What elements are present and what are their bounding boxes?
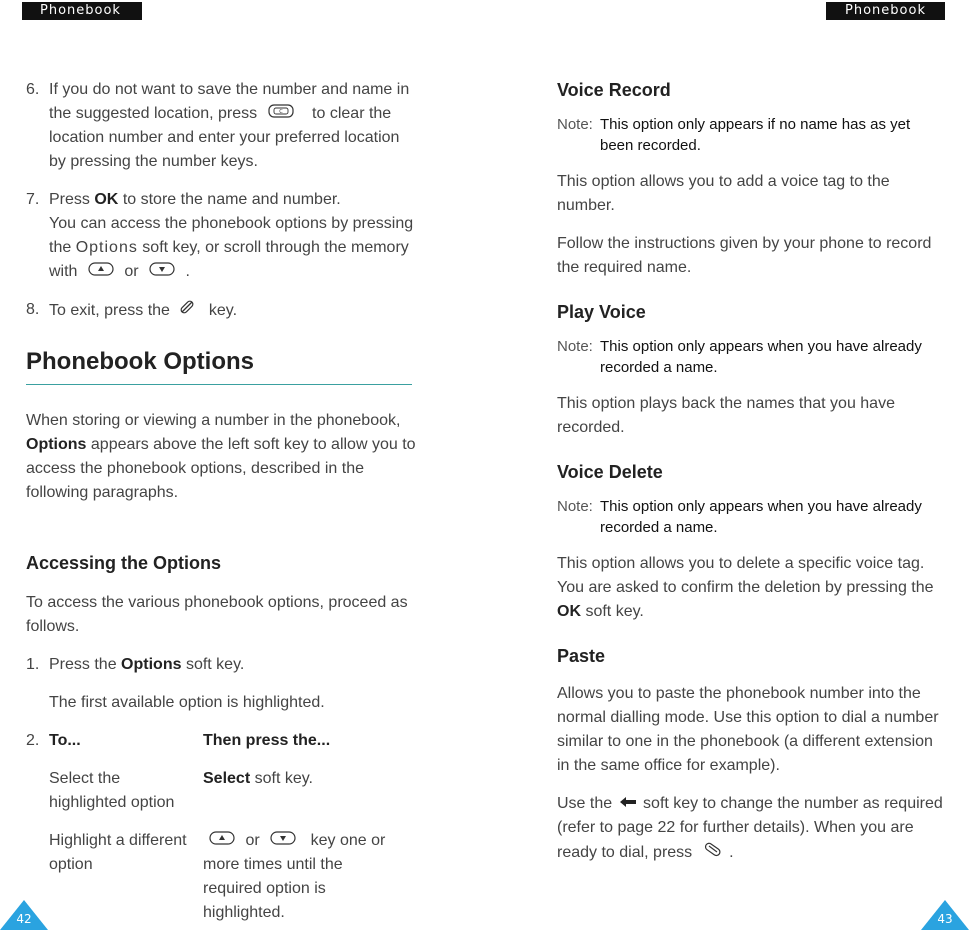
step-8-pre: To exit, press the: [49, 302, 170, 320]
step-7-end: .: [185, 263, 190, 281]
row2-down-key-icon: [270, 829, 296, 853]
row2-action: Highlight a different option: [49, 832, 187, 873]
header-tab-left: Phonebook: [22, 2, 142, 20]
step-7-ok: OK: [94, 191, 119, 209]
row2-result: key one or more times until the required option is highlighted.: [203, 832, 386, 922]
step-8-number: 8.: [26, 301, 40, 319]
voice-record-note-text: This option only appears if no name has as yet been recorded.: [600, 116, 911, 154]
row1-action: Select the highlighted option: [49, 770, 175, 811]
step-6-number: 6.: [26, 81, 40, 98]
step-7-post: to store the name and number.: [122, 191, 341, 209]
paste-heading: Paste: [557, 646, 606, 666]
voice-delete-note-label: Note:: [557, 498, 593, 515]
play-voice-heading: Play Voice: [557, 302, 646, 322]
voice-record-p2: Follow the instructions given by your phone to record the required name.: [557, 235, 932, 276]
step-6-text-post: to clear the location number and enter your preferred location by pressing the number keys.: [49, 105, 400, 171]
intro-pre: When storing or viewing a number in the phonebook,: [26, 412, 401, 429]
col2-heading: Then press the...: [203, 732, 331, 749]
play-voice-p1: This option plays back the names that you have recorded.: [557, 395, 895, 436]
access-step-1-number: 1.: [26, 656, 40, 673]
voice-record-note: [557, 114, 947, 156]
row1-result: soft key.: [254, 770, 313, 787]
step-7-number: 7.: [26, 191, 40, 209]
voice-delete-heading: Voice Delete: [557, 462, 663, 482]
access-step-2-number: 2.: [26, 732, 40, 749]
accessing-heading: Accessing the Options: [26, 553, 222, 573]
row2-or: or: [245, 832, 260, 850]
svg-text:C: C: [278, 109, 283, 115]
page-number-left: 42: [0, 900, 48, 930]
play-voice-note-text: This option only appears when you have already recorded a name.: [600, 338, 922, 376]
access-step-1-pre: Press the: [49, 656, 117, 673]
row1-select: Select: [203, 770, 251, 787]
voice-record-p1: This option allows you to add a voice tag to the number.: [557, 173, 890, 214]
voice-delete-ok: OK: [557, 603, 581, 620]
step-6: [26, 78, 416, 174]
access-step-2-table: [26, 729, 416, 929]
row2-up-key-icon: [209, 829, 235, 853]
paste-p1: Allows you to paste the phonebook number into the normal dialling mode. Use this option to dial a number similar to one in the phonebook (a different extension in the same office for example).: [557, 685, 939, 774]
voice-delete-note-text: This option only appears when you have already recorded a name.: [600, 498, 922, 536]
voice-record-note-label: Note:: [557, 116, 593, 133]
play-voice-note-label: Note:: [557, 338, 593, 355]
right-column: [557, 78, 947, 866]
step-7-line2-mid: soft key, or scroll through the memory with: [49, 239, 409, 281]
intro-paragraph: [26, 409, 416, 505]
play-voice-note: [557, 336, 947, 378]
header-tab-right: Phonebook: [826, 2, 945, 20]
send-key-icon: [703, 840, 723, 866]
col1-heading: To...: [49, 732, 81, 749]
back-arrow-icon: [619, 792, 637, 816]
voice-record-heading: Voice Record: [557, 80, 671, 100]
voice-delete-note: [557, 496, 947, 538]
step-7-pre: Press: [49, 191, 90, 209]
intro-options: Options: [26, 436, 87, 453]
accessing-section: [26, 551, 416, 929]
down-key-icon: [149, 260, 175, 284]
step-6-text-pre: If you do not want to save the number and name in the suggested location, press: [49, 81, 410, 123]
step-7-line2-pre: You can access the phonebook options by pressing the: [49, 215, 414, 257]
access-step-1-options: Options: [121, 656, 182, 673]
end-key-icon: [178, 298, 196, 324]
phonebook-options-heading: Phonebook Options: [26, 348, 254, 375]
clear-key-icon: [268, 102, 294, 126]
access-step-1: [26, 653, 416, 677]
step-7: [26, 188, 416, 284]
phonebook-options-section: [26, 350, 416, 385]
page-number-right: 43: [921, 900, 969, 930]
step-8-post: key.: [208, 302, 238, 320]
step-7-options: Options: [75, 239, 138, 257]
paste-p2: Use the soft key to change the number as required (refer to page 22 for further details). When you are ready to dial, press .: [557, 792, 947, 866]
step-8: [26, 298, 416, 324]
accessing-text: To access the various phonebook options, proceed as follows.: [26, 594, 408, 635]
step-7-or: or: [124, 263, 139, 281]
access-step-1-sub: The first available option is highlighted.: [49, 694, 325, 711]
intro-post: appears above the left soft key to allow you to access the phonebook options, described in the following paragraphs.: [26, 436, 416, 501]
voice-delete-p1: This option allows you to delete a specific voice tag. You are asked to confirm the deletion by pressing the OK soft key.: [557, 555, 934, 620]
heading-rule: [26, 384, 412, 385]
up-key-icon: [88, 260, 114, 284]
left-column: [26, 78, 416, 324]
access-step-1-post: soft key.: [185, 656, 245, 673]
